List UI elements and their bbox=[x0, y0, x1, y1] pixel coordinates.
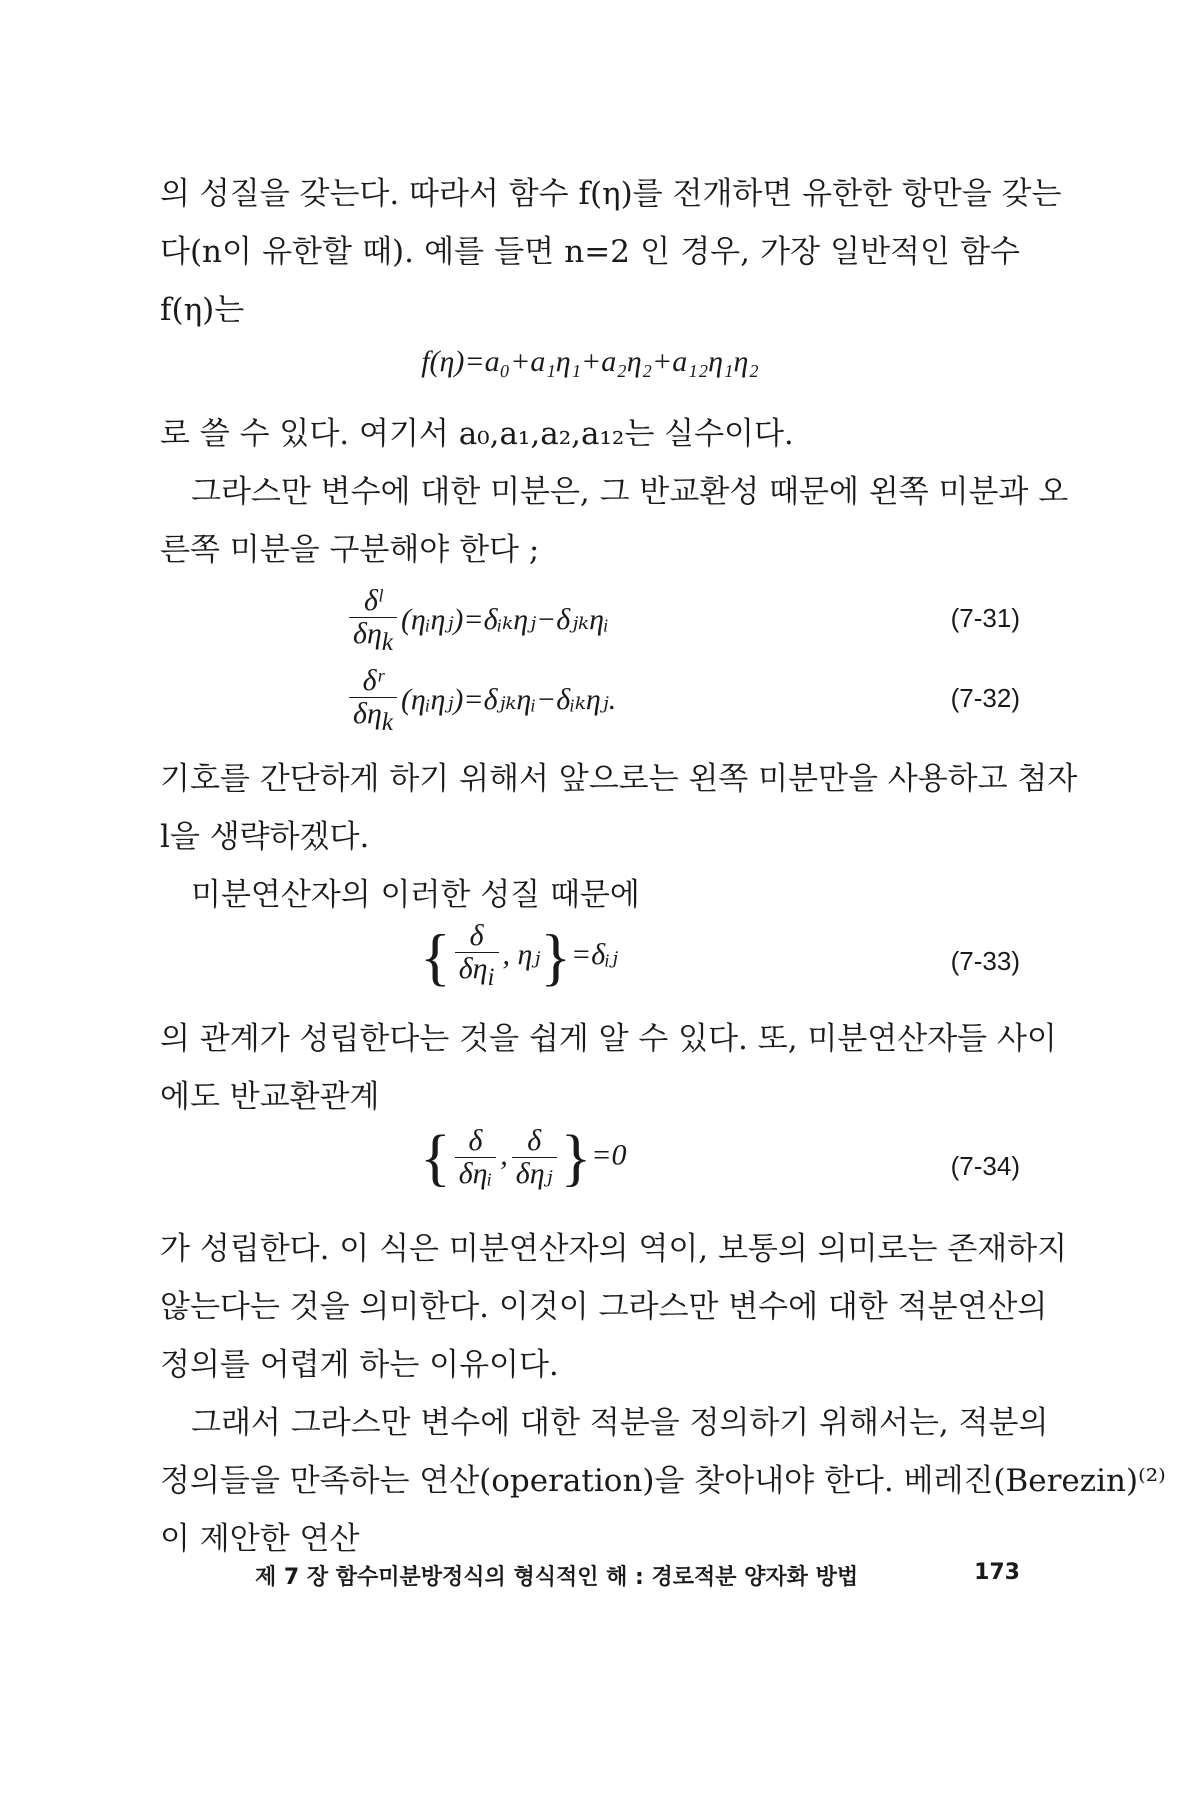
numerator: δ bbox=[455, 1125, 497, 1158]
equation-number: (7-34) bbox=[950, 1151, 1020, 1181]
page-number: 173 bbox=[974, 1560, 1020, 1585]
numerator: δˡ bbox=[349, 585, 397, 618]
paragraph-1 bbox=[160, 165, 1062, 339]
chapter-title: 제 7 장 함수미분방정식의 형식적인 해 : 경로적분 양자화 방법 bbox=[255, 1565, 859, 1590]
fraction bbox=[512, 1125, 557, 1190]
numerator: δ bbox=[455, 920, 499, 953]
text-line: 그라스만 변수에 대한 미분은, 그 반교환성 때문에 왼쪽 미분과 오 bbox=[191, 474, 1069, 510]
fraction bbox=[349, 665, 397, 739]
text-line: 그래서 그라스만 변수에 대한 적분을 정의하기 위해서는, 적분의 bbox=[191, 1405, 1049, 1441]
text-line: f(η)는 bbox=[160, 292, 245, 328]
text-line: 로 쓸 수 있다. 여기서 a₀,a₁,a₂,a₁₂는 실수이다. bbox=[160, 416, 794, 452]
equation-number: (7-31) bbox=[950, 603, 1020, 633]
equation-7-33: { $\frac{\delta}{\delta\eta_i}$ , ηⱼ}=δᵢⱼ (7-33) bbox=[420, 919, 1020, 992]
fraction bbox=[455, 1125, 497, 1190]
text-line: 이 제안한 연산 bbox=[160, 1521, 360, 1557]
text-line: 미분연산자의 이러한 성질 때문에 bbox=[191, 877, 640, 913]
page-footer bbox=[255, 1560, 1020, 1591]
text-line: l을 생략하겠다. bbox=[160, 819, 370, 855]
denominator: δηⱼ bbox=[515, 1157, 553, 1190]
equation-7-32 bbox=[160, 665, 1020, 735]
denominator: $\delta\eta_k$ bbox=[353, 697, 393, 736]
equation-expansion bbox=[160, 345, 1020, 379]
equation-7-34: { $\frac{\delta}{\text{δηᵢ}}$ , $\frac{\delta}{\text{δηⱼ}}$ }=0 (7-34) bbox=[420, 1121, 1020, 1193]
equation-rhs: (ηᵢηⱼ)=δᵢₖηⱼ−δⱼₖηᵢ bbox=[400, 602, 609, 636]
equation-number: (7-33) bbox=[950, 946, 1020, 976]
equation-rhs: =δᵢⱼ bbox=[571, 937, 618, 971]
paragraph-4 bbox=[160, 750, 1078, 866]
equation-7-31 bbox=[160, 585, 1020, 655]
text-line: 의 성질을 갖는다. 따라서 함수 f(η)를 전개하면 유한한 항만을 갖는 bbox=[160, 176, 1062, 212]
paragraph-2 bbox=[160, 405, 1020, 463]
equation-rhs: (ηᵢηⱼ)=δⱼₖηᵢ−δᵢₖηⱼ. bbox=[400, 682, 617, 716]
text-line: 정의들을 만족하는 연산(operation)을 찾아내야 한다. 베레진(Berezin)⁽²⁾ bbox=[160, 1463, 1166, 1499]
numerator: δ bbox=[512, 1125, 557, 1158]
numerator: δʳ bbox=[349, 665, 397, 698]
text-line: 의 관계가 성립한다는 것을 쉽게 알 수 있다. 또, 미분연산자들 사이 bbox=[160, 1021, 1057, 1057]
paragraph-8 bbox=[160, 1394, 1166, 1568]
denominator: $\delta\eta_k$ bbox=[353, 617, 393, 656]
text-line: 않는다는 것을 의미한다. 이것이 그라스만 변수에 대한 적분연산의 bbox=[160, 1289, 1048, 1325]
fraction bbox=[349, 585, 397, 659]
denominator: $\delta\eta_i$ bbox=[458, 952, 495, 991]
paragraph-3 bbox=[160, 463, 1069, 579]
text-line: 른쪽 미분을 구분해야 한다 ; bbox=[160, 532, 540, 568]
text-line: 가 성립한다. 이 식은 미분연산자의 역이, 보통의 의미로는 존재하지 bbox=[160, 1231, 1068, 1267]
equation-number: (7-32) bbox=[950, 683, 1020, 713]
text-line: 기호를 간단하게 하기 위해서 앞으로는 왼쪽 미분만을 사용하고 첨자 bbox=[160, 761, 1078, 797]
text-line: 에도 반교환관계 bbox=[160, 1079, 380, 1115]
denominator: δηᵢ bbox=[458, 1157, 493, 1190]
text-line: 정의를 어렵게 하는 이유이다. bbox=[160, 1347, 559, 1383]
equation-rhs: =0 bbox=[591, 1138, 627, 1172]
equation-expansion-text: f(η)=a₀+a₁η₁+a₂η₂+a₁₂η₁η₂ bbox=[421, 345, 759, 378]
fraction bbox=[455, 920, 499, 994]
text-line: 다(n이 유한할 때). 예를 들면 n=2 인 경우, 가장 일반적인 함수 bbox=[160, 234, 1020, 270]
equation-mid: , ηⱼ bbox=[502, 937, 541, 971]
paragraph-5 bbox=[160, 866, 1020, 924]
paragraph-7 bbox=[160, 1220, 1068, 1394]
paragraph-6 bbox=[160, 1010, 1057, 1126]
